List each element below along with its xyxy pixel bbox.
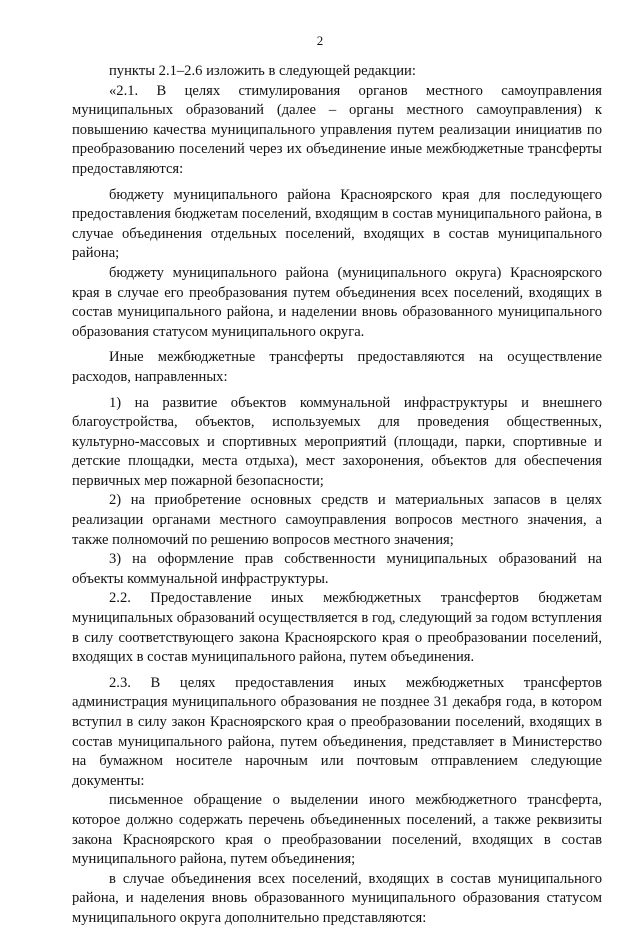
paragraph: 2.3. В целях предоставления иных межбюджетных трансфертов администрация муниципального образования не позднее 31 декабря года, в котором вступил в силу закон Красноярского края о преобразовании поселений, входящих в состав муниципального района, путем объединения, представляет в Министерство на бумажном носителе нарочным или почтовым отправлением следующие документы: bbox=[72, 674, 602, 789]
paragraph: «2.1. В целях стимулирования органов местного самоуправления муниципальных образований (далее – органы местного самоуправления) к повышению качества муниципального управления путем реализации инициатив по преобразованию поселений через их объединение иные межбюджетные трансферты предоставляются: bbox=[72, 82, 602, 177]
paragraph: пункты 2.1–2.6 изложить в следующей редакции: bbox=[109, 63, 416, 79]
paragraph: бюджету муниципального района (муниципального округа) Красноярского края в случае его преобразования путем объединения всех поселений, входящих в состав муниципального района, и наделении вновь образованного муниципального образования статусом муниципального округа. bbox=[72, 264, 602, 340]
paragraph: 2) на приобретение основных средств и материальных запасов в целях реализации органами местного самоуправления вопросов местного значения, а также полномочий по решению вопросов местного значения; bbox=[72, 492, 602, 548]
paragraph: 1) на развитие объектов коммунальной инфраструктуры и внешнего благоустройства, объектов, используемых для проведения общественных, культурно-массовых и спортивных мероприятий (площади, парки, спортивные и детские площадки, места отдыха), мест захоронения, объектов для обеспечения первичных мер пожарной безопасности; bbox=[72, 394, 602, 489]
paragraph: в случае объединения всех поселений, входящих в состав муниципального района, и наделения вновь образованного муниципального образования статусом муниципального округа дополнительно представляются: bbox=[72, 870, 602, 926]
document-body bbox=[72, 62, 602, 929]
paragraph: бюджету муниципального района Красноярского края для последующего предоставления бюджетам поселений, входящим в состав муниципального района, в случае объединения отдельных поселений, входящих в состав муниципального района; bbox=[72, 186, 602, 262]
paragraph: 3) на оформление прав собственности муниципальных образований на объекты коммунальной инфраструктуры. bbox=[72, 551, 602, 587]
page-number: 2 bbox=[316, 33, 324, 48]
paragraph: 2.2. Предоставление иных межбюджетных трансфертов бюджетам муниципальных образований осуществляется в год, следующий за годом вступления в силу соответствующего закона Красноярского края о преобразовании поселений, входящих в состав муниципального района, путем объединения. bbox=[72, 590, 602, 666]
paragraph: Иные межбюджетные трансферты предоставляются на осуществление расходов, направленных: bbox=[72, 349, 602, 385]
paragraph: письменное обращение о выделении иного межбюджетного трансферта, которое должно содержать перечень объединенных поселений, а также реквизиты закона Красноярского края о преобразовании поселений, входящих в состав муниципального района, путем объединения; bbox=[72, 792, 602, 868]
